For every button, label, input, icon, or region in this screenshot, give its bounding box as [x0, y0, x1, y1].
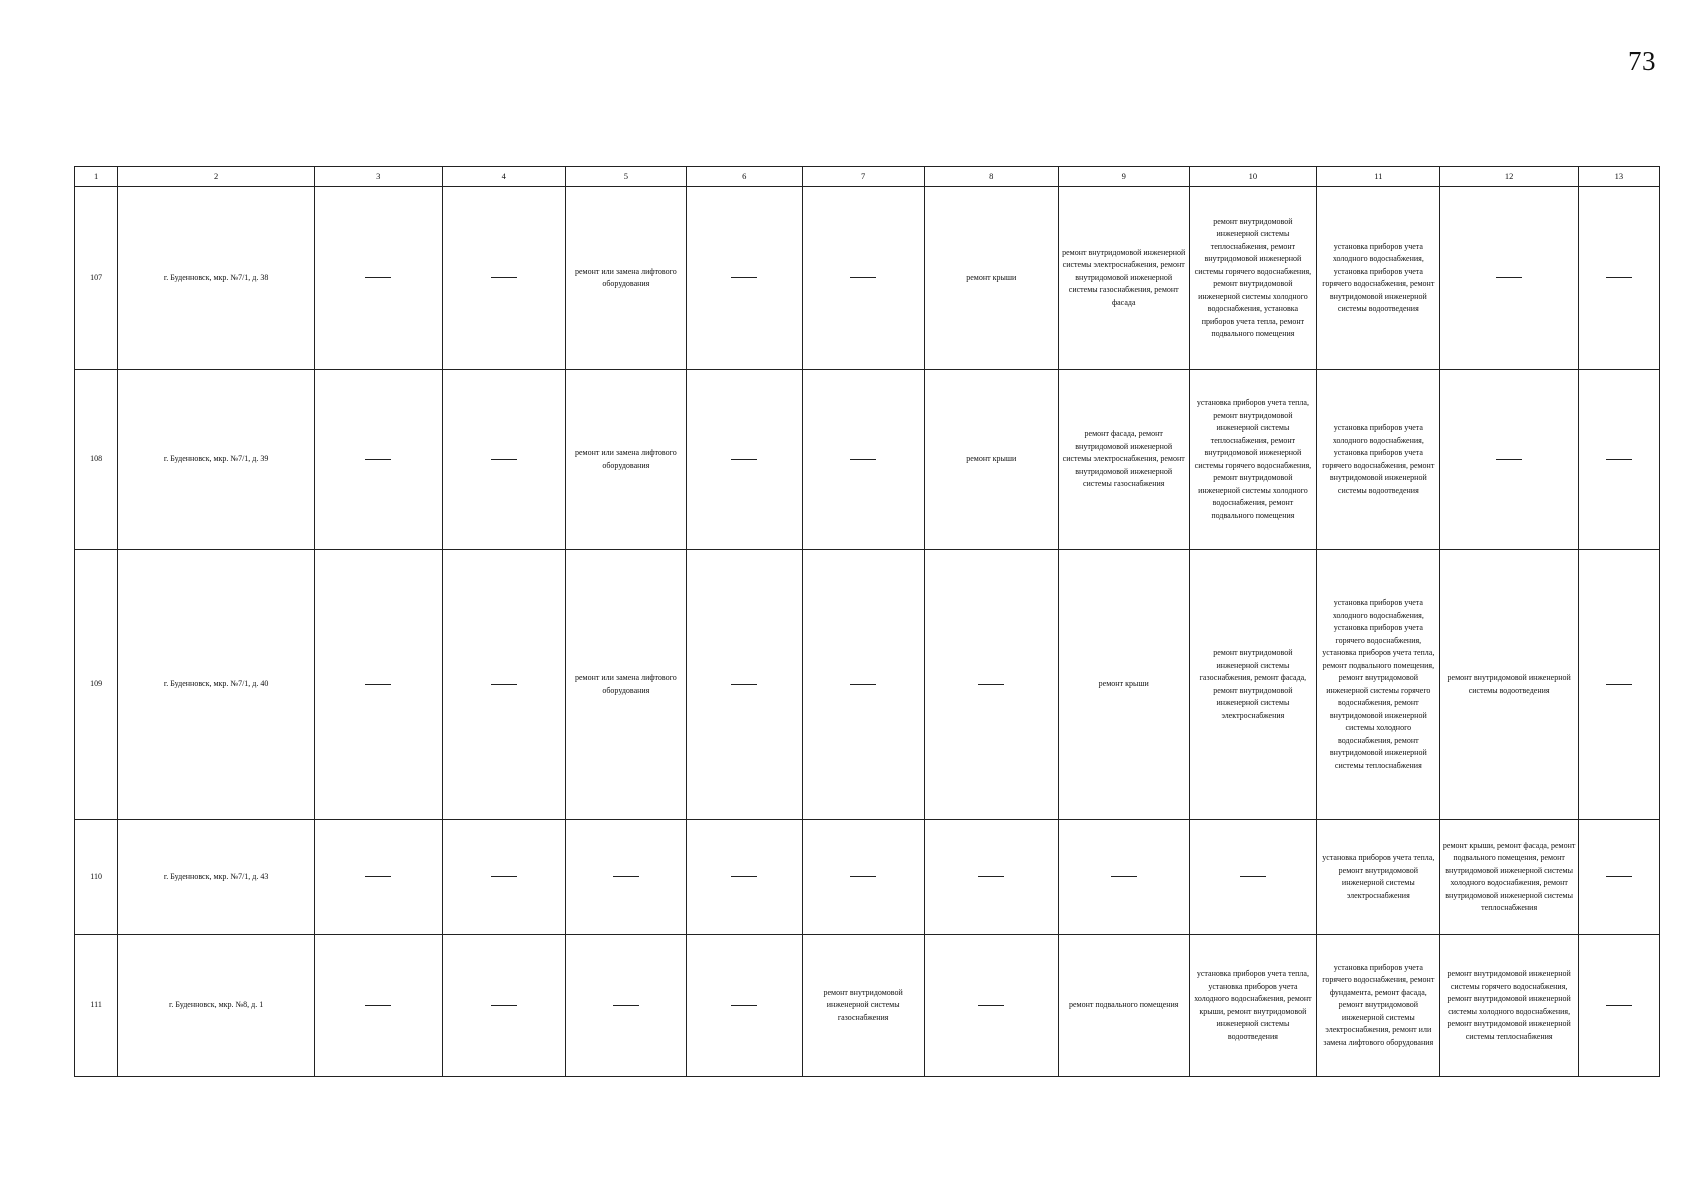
dash-mark — [365, 1005, 391, 1006]
work-cell: установка приборов учета холодного водоснабжения, установка приборов учета горячего водоснабжения, установка приборов учета тепла, ремонт подвального помещения, ремонт внутридомовой инженерной системы горячего водоснабжения, ремонт внутридомовой инженерной системы холодного водоснабжения, ремонт внутридомовой инженерной системы теплоснабжения — [1317, 550, 1440, 820]
empty-cell — [1189, 820, 1317, 935]
dash-mark — [1240, 876, 1266, 877]
empty-cell — [442, 187, 565, 370]
dash-mark — [1111, 876, 1137, 877]
empty-cell — [1578, 187, 1659, 370]
empty-cell — [924, 550, 1058, 820]
work-cell: ремонт внутридомовой инженерной системы газоснабжения — [802, 935, 924, 1077]
empty-cell — [1578, 370, 1659, 550]
dash-mark — [850, 459, 876, 460]
dash-mark — [365, 277, 391, 278]
empty-cell — [315, 187, 443, 370]
column-header: 11 — [1317, 167, 1440, 187]
dash-mark — [731, 277, 757, 278]
address-cell: г. Буденновск, мкр. №7/1, д. 39 — [118, 370, 315, 550]
work-cell: ремонт подвального помещения — [1058, 935, 1189, 1077]
work-cell: ремонт крыши — [924, 370, 1058, 550]
dash-mark — [491, 459, 517, 460]
column-header: 5 — [565, 167, 686, 187]
empty-cell — [686, 187, 802, 370]
empty-cell — [315, 935, 443, 1077]
work-cell: ремонт или замена лифтового оборудования — [565, 370, 686, 550]
empty-cell — [565, 820, 686, 935]
work-cell: ремонт крыши — [924, 187, 1058, 370]
dash-mark — [1496, 459, 1522, 460]
dash-mark — [491, 1005, 517, 1006]
dash-mark — [978, 876, 1004, 877]
dash-mark — [731, 459, 757, 460]
empty-cell — [802, 187, 924, 370]
column-header: 1 — [75, 167, 118, 187]
column-header: 8 — [924, 167, 1058, 187]
column-header: 3 — [315, 167, 443, 187]
empty-cell — [686, 935, 802, 1077]
work-cell: ремонт фасада, ремонт внутридомовой инженерной системы электроснабжения, ремонт внутридомовой инженерной системы газоснабжения — [1058, 370, 1189, 550]
empty-cell — [315, 820, 443, 935]
dash-mark — [491, 876, 517, 877]
dash-mark — [1606, 1005, 1632, 1006]
column-header: 9 — [1058, 167, 1189, 187]
empty-cell — [442, 820, 565, 935]
column-header: 4 — [442, 167, 565, 187]
table-row — [75, 370, 1660, 550]
empty-cell — [1058, 820, 1189, 935]
dash-mark — [1606, 459, 1632, 460]
empty-cell — [1578, 820, 1659, 935]
dash-mark — [1606, 876, 1632, 877]
work-cell: установка приборов учета холодного водоснабжения, установка приборов учета горячего водоснабжения, ремонт внутридомовой инженерной системы водоотведения — [1317, 370, 1440, 550]
dash-mark — [1496, 277, 1522, 278]
work-cell: ремонт внутридомовой инженерной системы газоснабжения, ремонт фасада, ремонт внутридомовой инженерной системы электроснабжения — [1189, 550, 1317, 820]
work-cell: установка приборов учета горячего водоснабжения, ремонт фундамента, ремонт фасада, ремонт внутридомовой инженерной системы электроснабжения, ремонт или замена лифтового оборудования — [1317, 935, 1440, 1077]
row-number: 107 — [75, 187, 118, 370]
empty-cell — [924, 820, 1058, 935]
table-row — [75, 820, 1660, 935]
work-cell: установка приборов учета тепла, ремонт внутридомовой инженерной системы теплоснабжения, ремонт внутридомовой инженерной системы горячего водоснабжения, ремонт внутридомовой инженерной системы холодного водоснабжения, ремонт подвального помещения — [1189, 370, 1317, 550]
dash-mark — [731, 684, 757, 685]
dash-mark — [850, 684, 876, 685]
empty-cell — [802, 370, 924, 550]
page-number: 73 — [1628, 46, 1656, 76]
dash-mark — [978, 1005, 1004, 1006]
dash-mark — [613, 1005, 639, 1006]
empty-cell — [1578, 550, 1659, 820]
dash-mark — [850, 876, 876, 877]
work-cell: ремонт внутридомовой инженерной системы электроснабжения, ремонт внутридомовой инженерной системы газоснабжения, ремонт фасада — [1058, 187, 1189, 370]
dash-mark — [850, 277, 876, 278]
table-row — [75, 935, 1660, 1077]
table-row — [75, 550, 1660, 820]
column-header: 12 — [1440, 167, 1578, 187]
dash-mark — [731, 876, 757, 877]
work-cell: ремонт внутридомовой инженерной системы водоотведения — [1440, 550, 1578, 820]
empty-cell — [686, 550, 802, 820]
empty-cell — [1578, 935, 1659, 1077]
work-cell: ремонт или замена лифтового оборудования — [565, 187, 686, 370]
empty-cell — [802, 820, 924, 935]
work-cell: ремонт крыши, ремонт фасада, ремонт подвального помещения, ремонт внутридомовой инженерной системы холодного водоснабжения, ремонт внутридомовой инженерной системы теплоснабжения — [1440, 820, 1578, 935]
empty-cell — [442, 550, 565, 820]
dash-mark — [365, 459, 391, 460]
empty-cell — [315, 370, 443, 550]
work-cell: ремонт внутридомовой инженерной системы горячего водоснабжения, ремонт внутридомовой инженерной системы холодного водоснабжения, ремонт внутридомовой инженерной системы теплоснабжения — [1440, 935, 1578, 1077]
empty-cell — [924, 935, 1058, 1077]
empty-cell — [315, 550, 443, 820]
empty-cell — [1440, 370, 1578, 550]
dash-mark — [731, 1005, 757, 1006]
work-cell: установка приборов учета тепла, установка приборов учета холодного водоснабжения, ремонт крыши, ремонт внутридомовой инженерной системы водоотведения — [1189, 935, 1317, 1077]
dash-mark — [365, 684, 391, 685]
repair-schedule-table — [74, 166, 1660, 1077]
column-number-row — [75, 167, 1660, 187]
dash-mark — [491, 277, 517, 278]
dash-mark — [365, 876, 391, 877]
address-cell: г. Буденновск, мкр. №7/1, д. 43 — [118, 820, 315, 935]
empty-cell — [565, 935, 686, 1077]
work-cell: установка приборов учета тепла, ремонт внутридомовой инженерной системы электроснабжения — [1317, 820, 1440, 935]
column-header: 10 — [1189, 167, 1317, 187]
column-header: 7 — [802, 167, 924, 187]
empty-cell — [442, 935, 565, 1077]
work-cell: ремонт крыши — [1058, 550, 1189, 820]
dash-mark — [1606, 277, 1632, 278]
dash-mark — [978, 684, 1004, 685]
work-cell: ремонт или замена лифтового оборудования — [565, 550, 686, 820]
row-number: 108 — [75, 370, 118, 550]
column-header: 13 — [1578, 167, 1659, 187]
empty-cell — [802, 550, 924, 820]
work-cell: установка приборов учета холодного водоснабжения, установка приборов учета горячего водоснабжения, ремонт внутридомовой инженерной системы водоотведения — [1317, 187, 1440, 370]
empty-cell — [1440, 187, 1578, 370]
empty-cell — [442, 370, 565, 550]
column-header: 2 — [118, 167, 315, 187]
table-row — [75, 187, 1660, 370]
address-cell: г. Буденновск, мкр. №8, д. 1 — [118, 935, 315, 1077]
dash-mark — [1606, 684, 1632, 685]
dash-mark — [491, 684, 517, 685]
empty-cell — [686, 820, 802, 935]
row-number: 109 — [75, 550, 118, 820]
column-header: 6 — [686, 167, 802, 187]
dash-mark — [613, 876, 639, 877]
empty-cell — [686, 370, 802, 550]
work-cell: ремонт внутридомовой инженерной системы теплоснабжения, ремонт внутридомовой инженерной системы горячего водоснабжения, ремонт внутридомовой инженерной системы холодного водоснабжения, установка приборов учета тепла, ремонт подвального помещения — [1189, 187, 1317, 370]
address-cell: г. Буденновск, мкр. №7/1, д. 40 — [118, 550, 315, 820]
row-number: 110 — [75, 820, 118, 935]
address-cell: г. Буденновск, мкр. №7/1, д. 38 — [118, 187, 315, 370]
row-number: 111 — [75, 935, 118, 1077]
